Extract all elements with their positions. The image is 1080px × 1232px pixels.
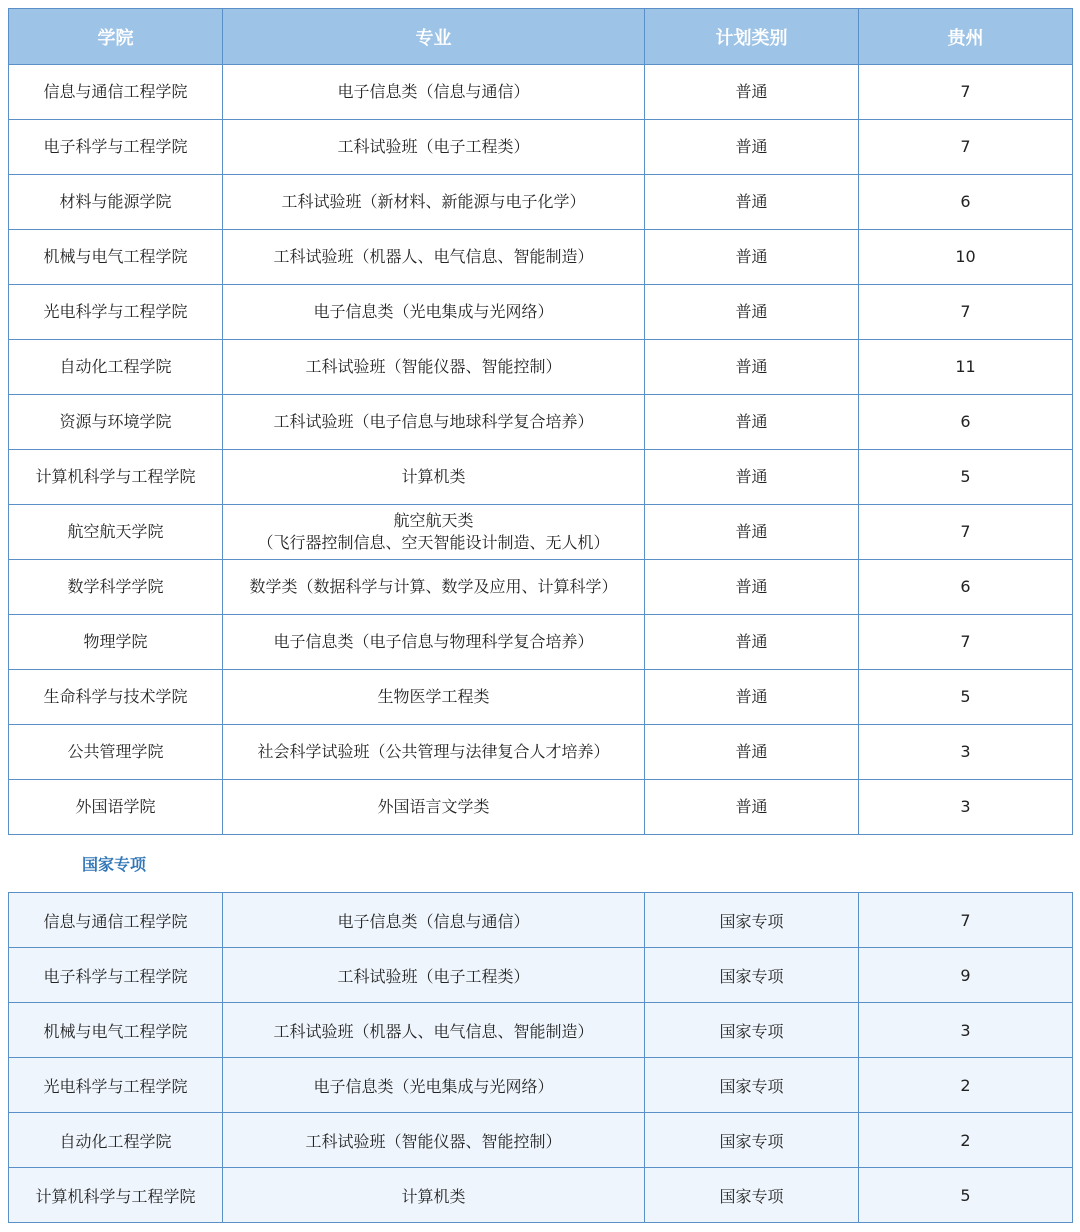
major-cell: 外国语言文学类 [223,780,645,835]
guizhou-count-cell: 5 [859,450,1073,505]
category-cell: 普通 [645,450,859,505]
category-cell: 普通 [645,230,859,285]
major-cell: 工科试验班（电子工程类） [223,948,645,1003]
major-cell: 电子信息类（信息与通信） [223,65,645,120]
major-cell: 计算机类 [223,1168,645,1223]
major-cell: 数学类（数据科学与计算、数学及应用、计算科学） [223,560,645,615]
college-cell: 光电科学与工程学院 [9,285,223,340]
table-row [9,450,1073,505]
table-row [9,285,1073,340]
national-special-table [8,892,1073,1223]
category-cell: 普通 [645,780,859,835]
table-row [9,1058,1073,1113]
major-cell [223,505,645,560]
category-cell: 普通 [645,65,859,120]
guizhou-count-cell: 6 [859,395,1073,450]
guizhou-count-cell: 7 [859,893,1073,948]
category-cell: 普通 [645,175,859,230]
major-cell: 社会科学试验班（公共管理与法律复合人才培养） [223,725,645,780]
guizhou-count-cell: 6 [859,175,1073,230]
table-row [9,615,1073,670]
table-row [9,780,1073,835]
guizhou-count-cell: 2 [859,1113,1073,1168]
college-cell: 数学科学学院 [9,560,223,615]
category-cell: 普通 [645,340,859,395]
table-row [9,340,1073,395]
table-header-row [9,9,1073,65]
table-row [9,1168,1073,1223]
major-cell: 工科试验班（电子信息与地球科学复合培养） [223,395,645,450]
guizhou-count-cell: 7 [859,505,1073,560]
table-row [9,1003,1073,1058]
major-cell: 工科试验班（机器人、电气信息、智能制造） [223,1003,645,1058]
major-cell: 工科试验班（智能仪器、智能控制） [223,1113,645,1168]
guizhou-count-cell: 2 [859,1058,1073,1113]
guizhou-count-cell: 6 [859,560,1073,615]
college-cell: 公共管理学院 [9,725,223,780]
college-cell: 信息与通信工程学院 [9,65,223,120]
table-row [9,725,1073,780]
guizhou-count-cell: 11 [859,340,1073,395]
category-cell: 国家专项 [645,948,859,1003]
category-cell: 普通 [645,120,859,175]
college-cell: 光电科学与工程学院 [9,1058,223,1113]
table-row [9,120,1073,175]
college-cell: 材料与能源学院 [9,175,223,230]
guizhou-count-cell: 5 [859,1168,1073,1223]
table-row [9,893,1073,948]
table-row [9,65,1073,120]
college-cell: 外国语学院 [9,780,223,835]
guizhou-count-cell: 9 [859,948,1073,1003]
guizhou-count-cell: 7 [859,65,1073,120]
table-row [9,948,1073,1003]
category-cell: 国家专项 [645,1058,859,1113]
college-cell: 机械与电气工程学院 [9,1003,223,1058]
category-cell: 普通 [645,615,859,670]
college-cell: 资源与环境学院 [9,395,223,450]
college-cell: 机械与电气工程学院 [9,230,223,285]
category-cell: 国家专项 [645,1168,859,1223]
category-cell: 普通 [645,560,859,615]
major-cell: 电子信息类（信息与通信） [223,893,645,948]
major-line-2: （飞行器控制信息、空天智能设计制造、无人机） [257,533,610,552]
college-cell: 计算机科学与工程学院 [9,1168,223,1223]
college-cell: 计算机科学与工程学院 [9,450,223,505]
college-cell: 电子科学与工程学院 [9,120,223,175]
table-row [9,175,1073,230]
table-row [9,560,1073,615]
college-cell: 自动化工程学院 [9,1113,223,1168]
major-cell: 电子信息类（光电集成与光网络） [223,1058,645,1113]
category-cell: 普通 [645,725,859,780]
major-cell: 计算机类 [223,450,645,505]
table-row [9,395,1073,450]
major-cell: 工科试验班（电子工程类） [223,120,645,175]
major-line-1: 航空航天类 [393,511,474,530]
category-cell: 普通 [645,505,859,560]
guizhou-count-cell: 7 [859,120,1073,175]
major-cell: 电子信息类（光电集成与光网络） [223,285,645,340]
college-cell: 电子科学与工程学院 [9,948,223,1003]
guizhou-count-cell: 3 [859,1003,1073,1058]
college-cell: 航空航天学院 [9,505,223,560]
table-row [9,670,1073,725]
category-cell: 普通 [645,670,859,725]
major-cell: 工科试验班（新材料、新能源与电子化学） [223,175,645,230]
guizhou-count-cell: 5 [859,670,1073,725]
major-cell: 电子信息类（电子信息与物理科学复合培养） [223,615,645,670]
major-cell: 生物医学工程类 [223,670,645,725]
category-cell: 普通 [645,395,859,450]
header-college: 学院 [9,9,223,65]
guizhou-count-cell: 7 [859,285,1073,340]
table-row [9,230,1073,285]
guizhou-count-cell: 10 [859,230,1073,285]
header-category: 计划类别 [645,9,859,65]
guizhou-count-cell: 3 [859,780,1073,835]
college-cell: 物理学院 [9,615,223,670]
college-cell: 自动化工程学院 [9,340,223,395]
table-row [9,505,1073,560]
major-cell: 工科试验班（机器人、电气信息、智能制造） [223,230,645,285]
category-cell: 国家专项 [645,1003,859,1058]
major-cell: 工科试验班（智能仪器、智能控制） [223,340,645,395]
header-guizhou: 贵州 [859,9,1073,65]
header-major: 专业 [223,9,645,65]
college-cell: 信息与通信工程学院 [9,893,223,948]
section-title-national-special: 国家专项 [82,855,147,874]
category-cell: 国家专项 [645,893,859,948]
guizhou-count-cell: 7 [859,615,1073,670]
college-cell: 生命科学与技术学院 [9,670,223,725]
category-cell: 普通 [645,285,859,340]
guizhou-count-cell: 3 [859,725,1073,780]
regular-plan-table [8,8,1073,835]
category-cell: 国家专项 [645,1113,859,1168]
table-row [9,1113,1073,1168]
